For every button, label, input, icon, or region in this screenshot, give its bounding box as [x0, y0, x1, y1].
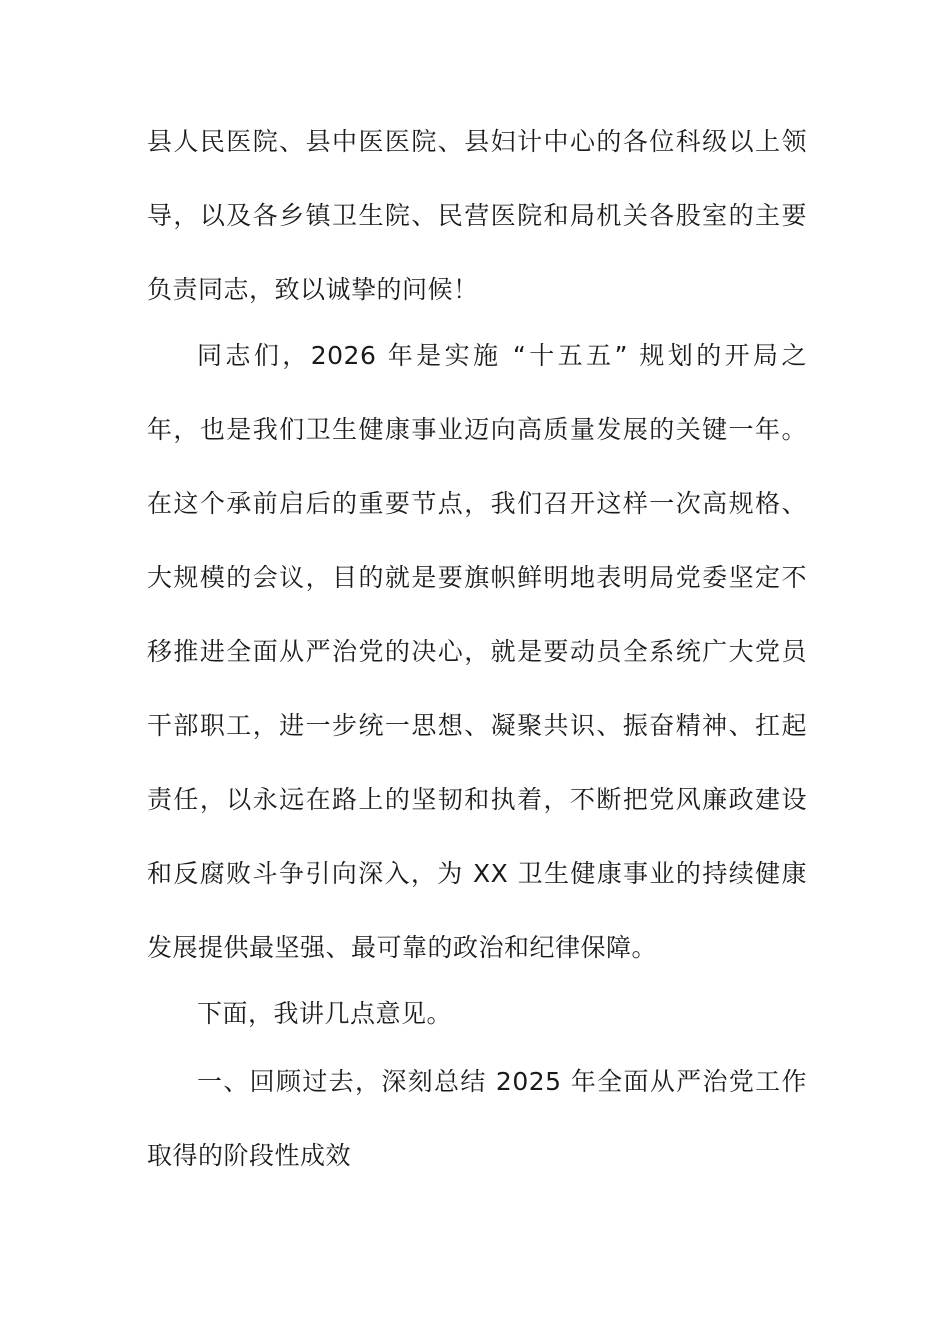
text-line: 县人民医院、县中医医院、县妇计中心的各位科级以上领	[147, 127, 807, 156]
text-line: 导，以及各乡镇卫生院、民营医院和局机关各股室的主要	[147, 201, 807, 230]
text-line: 同志们，2026 年是实施 “十五五” 规划的开局之	[197, 341, 807, 370]
section-heading-line: 一、回顾过去，深刻总结 2025 年全面从严治党工作	[197, 1067, 807, 1096]
text-line: 下面，我讲几点意见。	[197, 999, 453, 1028]
text-line: 在这个承前启后的重要节点，我们召开这样一次高规格、	[147, 489, 807, 518]
text-line: 大规模的会议，目的就是要旗帜鲜明地表明局党委坚定不	[147, 563, 807, 592]
text-line: 和反腐败斗争引向深入，为 XX 卫生健康事业的持续健康	[147, 859, 807, 888]
text-line: 负责同志，致以诚挚的问候！	[147, 275, 479, 304]
text-line: 年，也是我们卫生健康事业迈向高质量发展的关键一年。	[147, 415, 807, 444]
section-heading-line: 取得的阶段性成效	[147, 1141, 352, 1170]
text-line: 移推进全面从严治党的决心，就是要动员全系统广大党员	[147, 637, 807, 666]
text-line: 责任，以永远在路上的坚韧和执着，不断把党风廉政建设	[147, 785, 807, 814]
text-line: 干部职工，进一步统一思想、凝聚共识、振奋精神、扛起	[147, 711, 807, 740]
text-line: 发展提供最坚强、最可靠的政治和纪律保障。	[147, 933, 658, 962]
